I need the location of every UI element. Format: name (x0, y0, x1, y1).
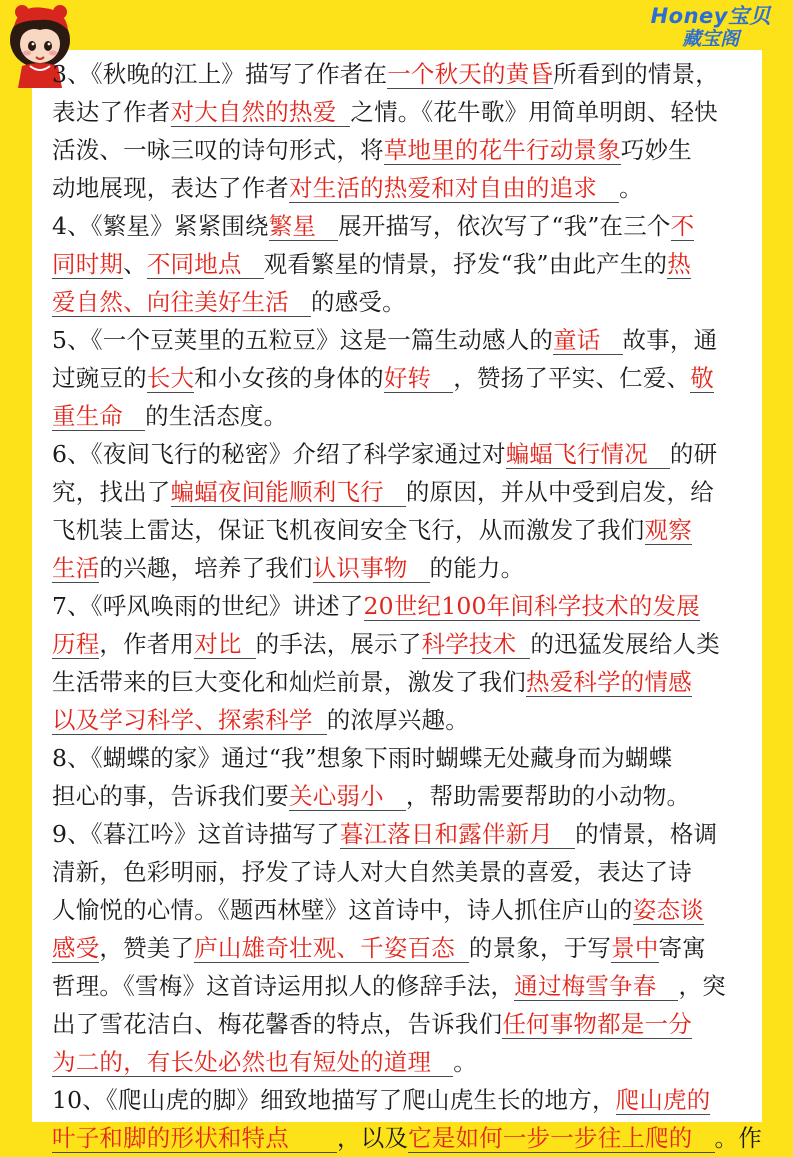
text-segment: 的原因，并从中受到启发，给 (405, 478, 714, 506)
document-body (52, 55, 762, 1157)
text-line (52, 663, 752, 701)
text-line (52, 967, 752, 1005)
text-segment: 飞机装上雷达，保证飞机夜间安全飞行，从而激发了我们 (52, 516, 645, 544)
text-segment: 表达了作者 (52, 98, 171, 126)
text-segment: 。 (453, 1048, 477, 1076)
text-segment: 巧妙生 (620, 136, 692, 164)
text-line (52, 1043, 752, 1081)
text-segment: 所看到的情景， (553, 60, 720, 88)
text-segment: 之情。《花牛歌》用简单明朗、轻快 (350, 98, 718, 126)
text-line (52, 891, 752, 929)
text-segment: 的手法，展示了 (255, 630, 422, 658)
text-line (52, 625, 752, 663)
text-line (52, 245, 752, 283)
text-line (52, 131, 752, 169)
text-segment: 。 (619, 174, 643, 202)
answer-blank: 以及学习科学、探索科学 (52, 706, 327, 735)
text-line (52, 701, 752, 739)
text-line (52, 929, 752, 967)
text-segment: 生活带来的巨大变化和灿烂前景，激发了我们 (52, 668, 526, 696)
text-segment: 4、《繁星》紧紧围绕 (52, 212, 269, 240)
text-segment: 哲理。《雪梅》这首诗运用拟人的修辞手法， (52, 972, 515, 1000)
text-line (52, 321, 752, 359)
text-line (52, 1005, 752, 1043)
text-line (52, 511, 752, 549)
text-segment: 的感受。 (311, 288, 406, 316)
text-segment: 3、《秋晚的江上》描写了作者在 (52, 60, 388, 88)
answer-blank: 20世纪100年间科学技术的发展 (363, 592, 700, 620)
text-segment: 10、《爬山虎的脚》细致地描写了爬山虎生长的地方， (52, 1086, 616, 1114)
answer-blank: 庐山雄奇壮观、千姿百态 (194, 934, 469, 963)
text-segment: ，以及 (337, 1124, 409, 1152)
text-line (52, 169, 752, 207)
text-segment: 的生活态度。 (145, 402, 288, 430)
text-line (52, 397, 752, 435)
answer-blank: 蝙蝠夜间能顺利飞行 (171, 478, 406, 507)
answer-blank: 暮江落日和露伴新月 (340, 820, 575, 849)
answer-blank: 不 (670, 212, 695, 240)
answer-blank: 认识事物 (313, 554, 430, 583)
text-segment: ，赞美了 (99, 934, 195, 962)
answer-blank: 长大 (146, 364, 195, 392)
answer-blank: 一个秋天的黄昏 (387, 60, 554, 88)
text-segment: 的能力。 (429, 554, 525, 582)
answer-blank: 草地里的花牛行动景象 (383, 136, 621, 164)
answer-blank: 景中 (611, 934, 659, 962)
answer-blank: 感受 (52, 934, 100, 962)
text-segment: 7、《呼风唤雨的世纪》讲述了 (52, 592, 364, 620)
answer-blank: 热 (667, 250, 691, 278)
text-segment: 过豌豆的 (52, 364, 147, 392)
answer-blank: 叶子和脚的形状和特点 (52, 1124, 337, 1153)
text-segment: 担心的事，告诉我们要 (52, 782, 289, 810)
text-segment: 的浓厚兴趣。 (326, 706, 469, 734)
text-segment: 的迅猛发展给人类 (530, 630, 720, 658)
answer-blank: 童话 (553, 326, 622, 355)
answer-blank: 爬山虎的 (615, 1086, 711, 1114)
answer-blank: 姿态谈 (632, 896, 704, 924)
text-segment: 究，找出了 (52, 478, 171, 506)
text-segment: 活泼、一咏三叹的诗句形式，将 (52, 136, 384, 164)
answer-blank: 热爱科学的情感 (526, 668, 692, 696)
text-segment: ，突 (678, 972, 726, 1000)
text-line (52, 777, 752, 815)
answer-blank: 繁星 (269, 212, 338, 241)
text-segment: 清新，色彩明丽，抒发了诗人对大自然美景的喜爱，表达了诗 (52, 858, 692, 886)
text-segment: 出了雪花洁白、梅花馨香的特点，告诉我们 (52, 1010, 503, 1038)
text-segment: 的景象，于写 (468, 934, 612, 962)
answer-blank: 任何事物都是一分 (502, 1010, 692, 1038)
brand-line-2: 藏宝阁 (682, 28, 740, 50)
text-line (52, 283, 752, 321)
text-segment: 的情景，格调 (575, 820, 718, 848)
answer-blank: 重生命 (52, 402, 145, 431)
text-line (52, 1119, 762, 1157)
answer-blank: 好转 (384, 364, 453, 393)
text-line (52, 359, 752, 397)
answer-blank: 历程 (52, 630, 100, 658)
text-segment: 寄寓 (658, 934, 706, 962)
text-segment: 8、《蝴蝶的家》通过“我”想象下雨时蝴蝶无处藏身而为蝴蝶 (52, 744, 673, 772)
text-segment: ，作者用 (99, 630, 195, 658)
answer-blank: 爱自然、向往美好生活 (52, 288, 311, 317)
answer-blank: 对大自然的热爱 (171, 98, 351, 127)
text-segment: 观看繁星的情景，抒发“我”由此产生的 (263, 250, 668, 278)
brand-logo (651, 4, 771, 50)
text-line (52, 815, 752, 853)
text-segment: 。作 (714, 1124, 762, 1152)
text-segment: 9、《暮江吟》这首诗描写了 (52, 820, 340, 848)
text-line (52, 1081, 752, 1119)
text-segment: ，赞扬了平实、仁爱、 (453, 364, 691, 392)
answer-blank: 对比 (194, 630, 255, 659)
answer-blank: 科学技术 (422, 630, 531, 659)
text-segment: 动地展现，表达了作者 (52, 174, 289, 202)
text-segment: 和小女孩的身体的 (194, 364, 384, 392)
text-segment: 的兴趣，培养了我们 (99, 554, 313, 582)
text-segment: ，帮助需要帮助的小动物。 (405, 782, 691, 810)
text-segment: 故事，通 (622, 326, 718, 354)
text-segment: 、 (123, 250, 147, 278)
text-line (52, 93, 752, 131)
text-segment: 的研 (669, 440, 718, 468)
text-line (52, 853, 752, 891)
answer-blank: 通过梅雪争春 (514, 972, 678, 1001)
answer-blank: 它是如何一步一步往上爬的 (408, 1124, 714, 1153)
text-line (52, 473, 752, 511)
text-segment: 展开描写，依次写了“我”在三个 (338, 212, 671, 240)
answer-blank: 关心弱小 (289, 782, 406, 811)
text-line (52, 55, 752, 93)
text-segment: 人愉悦的心情。《题西林壁》这首诗中，诗人抓住庐山的 (52, 896, 633, 924)
text-line (52, 207, 752, 245)
text-line (52, 435, 752, 473)
text-segment: 6、《夜间飞行的秘密》介绍了科学家通过对 (52, 440, 506, 468)
answer-blank: 观察 (644, 516, 692, 544)
answer-blank: 同时期 (52, 250, 124, 278)
text-line (52, 549, 752, 587)
answer-blank: 生活 (52, 554, 100, 582)
text-line (52, 739, 752, 777)
answer-blank: 对生活的热爱和对自由的追求 (289, 174, 619, 203)
text-segment: 5、《一个豆荚里的五粒豆》这是一篇生动感人的 (52, 326, 554, 354)
answer-blank: 敬 (690, 364, 714, 392)
brand-line-1: Honey宝贝 (650, 4, 771, 28)
answer-blank: 蝙蝠飞行情况 (506, 440, 670, 469)
answer-blank: 不同地点 (147, 250, 264, 279)
answer-blank: 为二的，有长处必然也有短处的道理 (52, 1048, 453, 1077)
text-line (52, 587, 752, 625)
